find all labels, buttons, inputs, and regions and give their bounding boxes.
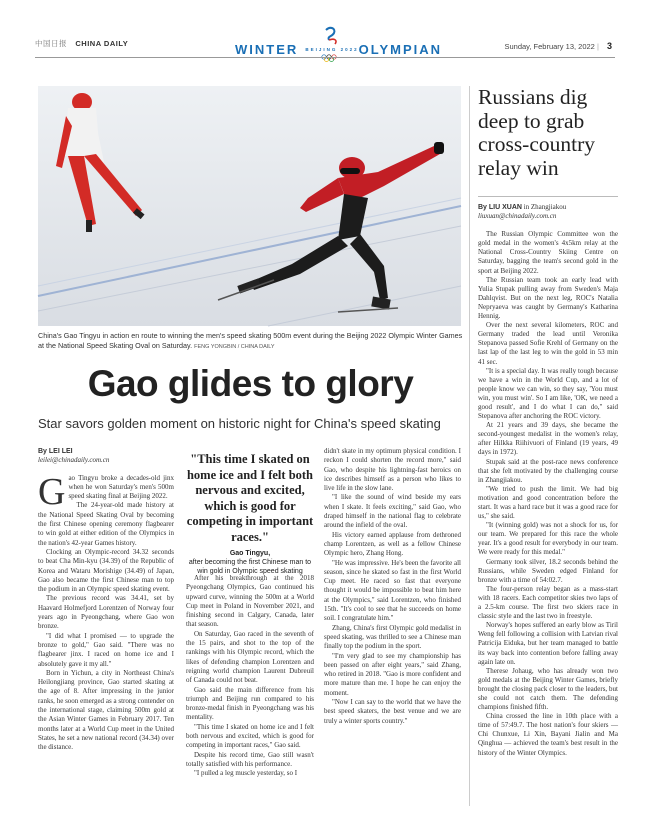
pull-quote-context: after becoming the first Chinese man to win gold in Olympic speed skating — [188, 559, 312, 575]
side-byline: By LIU XUAN — [478, 204, 522, 211]
pull-quote-attribution: Gao Tingyu, — [229, 550, 271, 557]
paragraph: Born in Yichun, a city in Northeast China's Heilongjiang province, Gao started skating at the age of 8. After impressing in the junior ranks, he soon emerged as a strong contender on the international stage, claiming 500m gold at the Asian Winter Games in February 2017. Ten months later at a World Cup meet in the United States, he set a new national record (34.34) over the distance. — [38, 668, 174, 752]
side-byline-email: liuxuan@chinadaily.com.cn — [478, 212, 557, 221]
main-headline: Gao glides to glory — [87, 363, 414, 404]
paragraph: "I pulled a leg muscle yesterday, so I — [194, 769, 298, 778]
pull-quote — [186, 452, 314, 576]
paragraph: The previous record was 34.41, set by Haavard Holmefjord Lorentzen of Norway four years ago in Pyeongchang, where Gao won bronze. — [38, 594, 174, 631]
paragraph: The four-person relay began as a mass-start with 18 racers. Each competitor skies two laps of a 2.5-km course. The first two skiers race in classic style and the last two in freestyle. — [478, 584, 618, 621]
side-headline-rule — [478, 196, 618, 197]
paragraph: didn't skate in my optimum physical condition. I reckon I could shorten the record more," said Gao, who despite his lightning-fast heroics on ice describes himself as a person who likes to live life in the slow lane. — [324, 447, 461, 493]
paragraph: After his breakthrough at the 2018 Pyeongchang Olympics, Gao continued his upward curve, winning the 500m at a World Cup meet in Poland in November 2021, and finishing second in Calgary, Canada, later that season. — [186, 574, 314, 629]
section-title-left: WINTER — [235, 42, 299, 57]
paragraph: His victory earned applause from dethroned champ Lorentzen, as well as a fellow Chinese Olympic hero, Zhang Hong. — [324, 530, 461, 558]
paragraph: Germany took silver, 18.2 seconds behind the Russians, while Sweden edged Finland for bronze with a time of 54:02.7. — [478, 557, 618, 584]
paragraph: At 21 years and 39 days, she became the second-youngest medalist in the women's relay, after Hilkka Riihivuori of Finland (19 years, 49 days in 1972). — [478, 421, 618, 457]
side-byline-row — [478, 203, 618, 212]
paragraph: Despite his record time, Gao still wasn't totally satisfied with his performance. — [186, 750, 314, 768]
article-column-3 — [324, 447, 461, 726]
paragraph: Gao said the main difference from his triumph and Beijing run compared to his bronze-medal finish in Pyeongchang was his mentality. — [186, 685, 314, 722]
paragraph: On Saturday, Gao raced in the seventh of the 15 pairs, and shot to the top of the rankings with his Olympic record, which the likes of defending champion Lorentzen and reigning world champion Laurent Dubreuil of Canada could not beat. — [186, 629, 314, 685]
masthead — [35, 38, 128, 49]
main-byline: By LEI LEI — [38, 448, 73, 455]
paragraph: The 24-year-old made history at the National Speed Skating Oval by becoming the first Chinese opening ceremony flagbearer to win gold at either edition of the Olympics in the nation's 42-year Games history. — [38, 501, 174, 547]
beijing-2022-emblem — [305, 24, 359, 64]
side-byline-location: in Zhangjiakou — [523, 203, 567, 211]
paragraph: "He was impressive. He's been the favorite all season, since he skated so fast in the first World Cup meet. He raced so fast that everyone thought it would be impossible to beat him here at the Olympics," said Lorentzen, who finished 15th. "It's cool to see that he succeeds on home soil. I congratulate him." — [324, 558, 461, 623]
emblem-text: BEIJING 2022 — [305, 47, 359, 52]
column-divider — [469, 86, 470, 806]
page-header — [0, 0, 650, 60]
paragraph: "It (winning gold) was not a shock for us, for our team. We prepared for this race the whole year. It's a good result for everybody in our team. We were ready for this medal." — [478, 521, 618, 557]
paragraph: ao Tingyu broke a decades-old jinx when he won Saturday's men's 500m speed skating final at Beijing 2022. — [68, 473, 174, 501]
paragraph: The Russian Olympic Committee won the gold medal in the women's 4x5km relay at the National Cross-Country Skiing Centre on Saturday, bagging the team's second gold in the sport at Beijing 2022. — [478, 230, 618, 275]
photo-credit: FENG YONGBIN / CHINA DAILY — [194, 344, 275, 350]
paragraph: Zhang, China's first Olympic gold medalist in speed skating, was thrilled to see a Chinese man finally top the podium in the sport. — [324, 623, 461, 651]
paragraph: "I did what I promised — to upgrade the bronze to gold," Gao said. "There was no flagbearer jinx. I raced on home ice and I absolutely gave it my all." — [38, 631, 174, 668]
issue-date: Sunday, February 13, 2022 — [504, 42, 595, 51]
photo-caption — [38, 331, 463, 352]
paragraph: "It is a special day. It was really tough because we have a win in the World Cup, and a lot of people know we can win, so they say, 'You must win, you must win'. So I am like, 'OK, we need a good result', and I do what I can do," said Stepanova after anchoring the ROC victory. — [478, 366, 618, 421]
masthead-chinese: 中国日报 — [35, 39, 67, 48]
date-line — [505, 41, 613, 51]
paragraph: "I'm very glad to see my championship has been passed on after eight years," said Zhang, who retired in 2018. "Gao is more confident and more mature than me. I hope he can enjoy the moment. — [324, 651, 461, 697]
drop-cap: G — [38, 470, 66, 513]
article-column-2 — [186, 574, 314, 779]
paragraph: "I like the sound of wind beside my ears when I skate. It feels exciting," said Gao, who draped himself in the national flag to celebrate around the infield of the oval. — [324, 493, 461, 530]
paragraph: "Now I can say to the world that we have the best speed skaters, the best venue and we are truly a winter sports country." — [324, 698, 461, 725]
speed-skating-photo — [38, 86, 461, 326]
section-title-right: OLYMPIAN — [358, 42, 442, 57]
paragraph: China crossed the line in 10th place with a time of 57:49.7. The host nation's four skiers — Chi Chunxue, Li Xin, Bayani Jialin and Ma Qinghua — achieved the team's best result in the history of the Winter Olympics. — [478, 712, 618, 757]
date-separator: | — [596, 42, 599, 51]
paragraph: Therese Johaug, who has already won two gold medals at the Beijing Winter Games, briefly brought the closing pack closer to the leaders, but she could not catch them. The defending champions finished fifth. — [478, 666, 618, 712]
photo-caption-text: China's Gao Tingyu in action en route to winning the men's speed skating 500m event during the Beijing 2022 Olympic Winter Games at the National Speed Skating Oval on Saturday. — [38, 331, 463, 350]
article-column-1 — [38, 447, 174, 753]
paragraph: Over the next several kilometers, ROC and Germany traded the lead until Veronika Stepanova passed Sofie Krehl of Germany on the last lap of the last leg to win the gold in 53 min 41 sec. — [478, 321, 618, 366]
paragraph: The Russian team took an early lead with Yulia Stupak pulling away from Sweden's Maja Dahlqvist. But on the next leg, ROC's Natalia Nepryaeva was caught by Germany's Katharina Hennig. — [478, 275, 618, 321]
paragraph: Norway's hopes suffered an early blow as Tiril Weng fell following a collision with Latvian rival Patricija Eiduka, but her team managed to battle its way back into contention before falling away again late on. — [478, 621, 618, 666]
side-headline: Russians dig deep to grab cross-country relay win — [478, 85, 596, 180]
lead-photo — [38, 86, 461, 326]
pull-quote-text: "This time I skated on home ice and I felt both nervous and excited, which is good for competing in important races." — [186, 452, 314, 544]
paragraph: "We tried to push the limit. We had big motivation and good concentration before the start. It was a hard race but it was a good race for us," she said. — [478, 484, 618, 521]
header-rule — [35, 57, 615, 58]
main-byline-email: leilei@chinadaily.com.cn — [38, 456, 110, 465]
side-article-body — [478, 203, 618, 758]
paragraph: Clocking an Olympic-record 34.32 seconds to beat Cha Min-kyu (34.39) of the Republic of Korea and Wataru Morishige (34.49) of Japan, Gao also became the first Chinese man to top the podium in an Olympic speed skating event. — [38, 547, 174, 594]
main-subhead: Star savors golden moment on historic night for China's speed skating — [38, 416, 441, 431]
page-number: 3 — [606, 41, 612, 51]
masthead-name: CHINA DAILY — [75, 39, 129, 48]
paragraph: Stupak said at the post-race news conference that she felt motivated by the challenging course in Zhangjiakou. — [478, 457, 618, 484]
paragraph: "This time I skated on home ice and I felt both nervous and excited, which is good for competing in important races," Gao said. — [186, 722, 314, 750]
